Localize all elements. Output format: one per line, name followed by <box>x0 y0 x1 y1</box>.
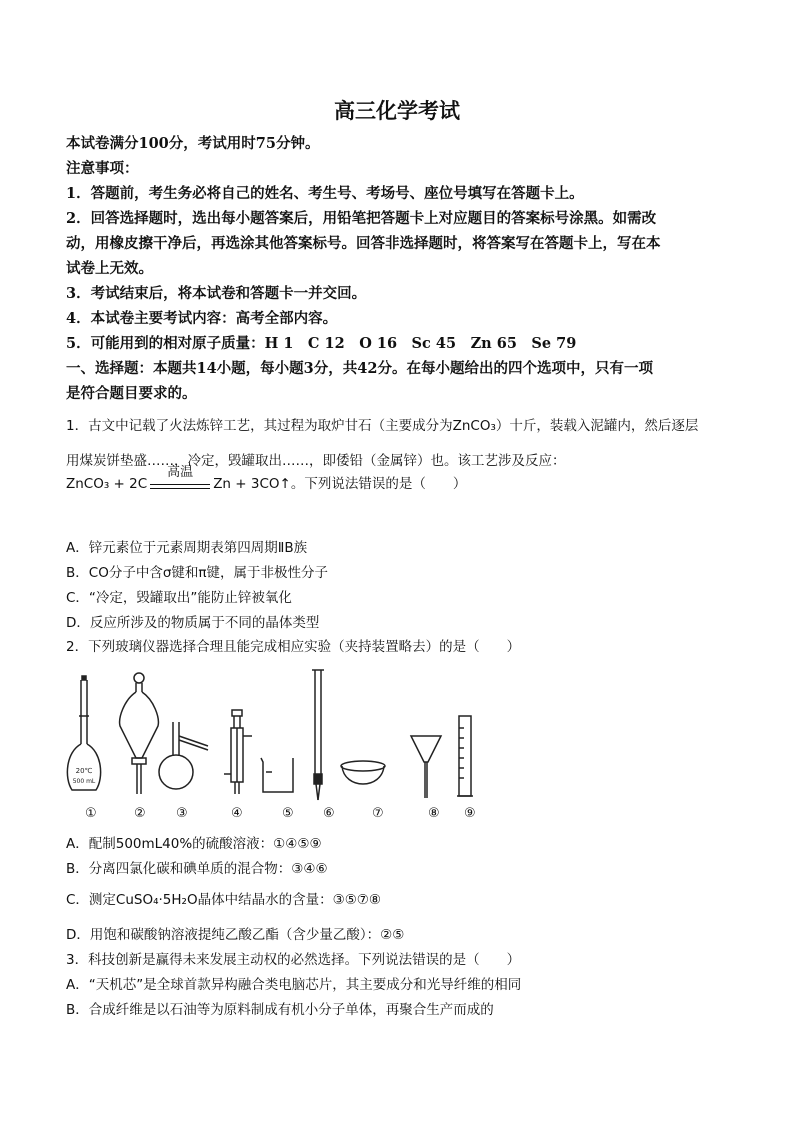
graduated-cylinder-icon <box>457 716 473 796</box>
apparatus-label-4: ④ <box>231 806 243 821</box>
q2-option-b: B．分离四氯化碳和碘单质的混合物：③④⑥ <box>66 861 328 877</box>
volumetric-flask-icon <box>67 676 100 790</box>
reaction-condition: 高温 <box>167 465 194 480</box>
q1-stem-line-1: 1．古文中记载了火法炼锌工艺，其过程为取炉甘石（主要成分为ZnCO₃）十斤，装载入泥罐内，然后逐层 <box>66 418 699 434</box>
note-3: 3．考试结束后，将本试卷和答题卡一并交回。 <box>66 285 367 302</box>
q1-option-d: D．反应所涉及的物质属于不同的晶体类型 <box>66 615 320 631</box>
q3-stem: 3．科技创新是赢得未来发展主动权的必然选择。下列说法错误的是（ ） <box>66 952 521 968</box>
q2-option-a: A．配制500mL40%的硫酸溶液：①④⑤⑨ <box>66 836 322 852</box>
apparatus-label-5: ⑤ <box>282 806 294 821</box>
apparatus-label-7: ⑦ <box>372 806 384 821</box>
distillation-flask-icon <box>159 722 208 789</box>
note-1: 1．答题前，考生务必将自己的姓名、考生号、考场号、座位号填写在答题卡上。 <box>66 185 584 202</box>
q2-option-d: D．用饱和碳酸钠溶液提纯乙酸乙酯（含少量乙酸）：②⑤ <box>66 927 405 943</box>
q1-option-c: C．“冷定，毁罐取出”能防止锌被氧化 <box>66 590 292 606</box>
note-5: 5．可能用到的相对原子质量：H 1 C 12 O 16 Sc 45 Zn 65 Se 79 <box>66 335 577 352</box>
condenser-icon <box>224 710 252 794</box>
apparatus-label-9: ⑨ <box>464 806 476 821</box>
q2-option-c: C．测定CuSO₄·5H₂O晶体中结晶水的含量：③⑤⑦⑧ <box>66 892 381 908</box>
note-2-line-2: 动，用橡皮擦干净后，再选涂其他答案标号。回答非选择题时，将答案写在答题卡上，写在本 <box>66 235 661 252</box>
note-2-line-1: 2．回答选择题时，选出每小题答案后，用铅笔把答题卡上对应题目的答案标号涂黑。如需改 <box>66 210 657 227</box>
apparatus-label-6: ⑥ <box>323 806 335 821</box>
apparatus-label-8: ⑧ <box>428 806 440 821</box>
glassware-figure <box>66 666 491 806</box>
funnel-icon <box>411 736 441 798</box>
q1-stem-line-3: 。下列说法错误的是（ ） <box>290 476 467 492</box>
exam-title: 高三化学考试 <box>334 98 460 123</box>
evaporating-dish-icon <box>341 761 385 784</box>
q1-reaction-equation <box>66 465 467 493</box>
burette-icon <box>312 670 324 800</box>
flask-volume-label: 500 mL <box>72 778 96 785</box>
q3-option-a: A．“天机芯”是全球首款异构融合类电脑芯片，其主要成分和光导纤维的相同 <box>66 977 522 993</box>
separatory-funnel-icon <box>120 673 159 794</box>
note-2-line-3: 试卷上无效。 <box>66 260 153 277</box>
q1-option-a: A．锌元素位于元素周期表第四周期ⅡB族 <box>66 540 308 556</box>
apparatus-label-3: ③ <box>176 806 188 821</box>
reaction-reactants: ZnCO₃ + 2C <box>66 476 148 492</box>
exam-info: 本试卷满分100分，考试用时75分钟。 <box>66 135 320 152</box>
flask-temp-label: 20℃ <box>75 767 93 775</box>
q1-option-b: B．CO分子中含σ键和π键，属于非极性分子 <box>66 565 328 581</box>
section-1-line-1: 一、选择题：本题共14小题，每小题3分，共42分。在每小题给出的四个选项中，只有一项 <box>66 360 653 377</box>
reaction-arrow <box>150 465 210 493</box>
note-4: 4．本试卷主要考试内容：高考全部内容。 <box>66 310 338 327</box>
beaker-icon <box>261 758 293 792</box>
q2-stem: 2．下列玻璃仪器选择合理且能完成相应实验（夹持装置略去）的是（ ） <box>66 639 521 655</box>
reaction-products: Zn + 3CO↑ <box>213 476 291 492</box>
notes-heading: 注意事项： <box>66 160 139 177</box>
q3-option-b: B．合成纤维是以石油等为原料制成有机小分子单体，再聚合生产而成的 <box>66 1002 494 1018</box>
section-1-line-2: 是符合题目要求的。 <box>66 385 197 402</box>
apparatus-label-1: ① <box>85 806 97 821</box>
apparatus-label-2: ② <box>134 806 146 821</box>
q1-stem-line-2: 用煤炭饼垫盛……，冷定，毁罐取出……，即倭铅（金属锌）也。该工艺涉及反应： <box>66 453 566 469</box>
